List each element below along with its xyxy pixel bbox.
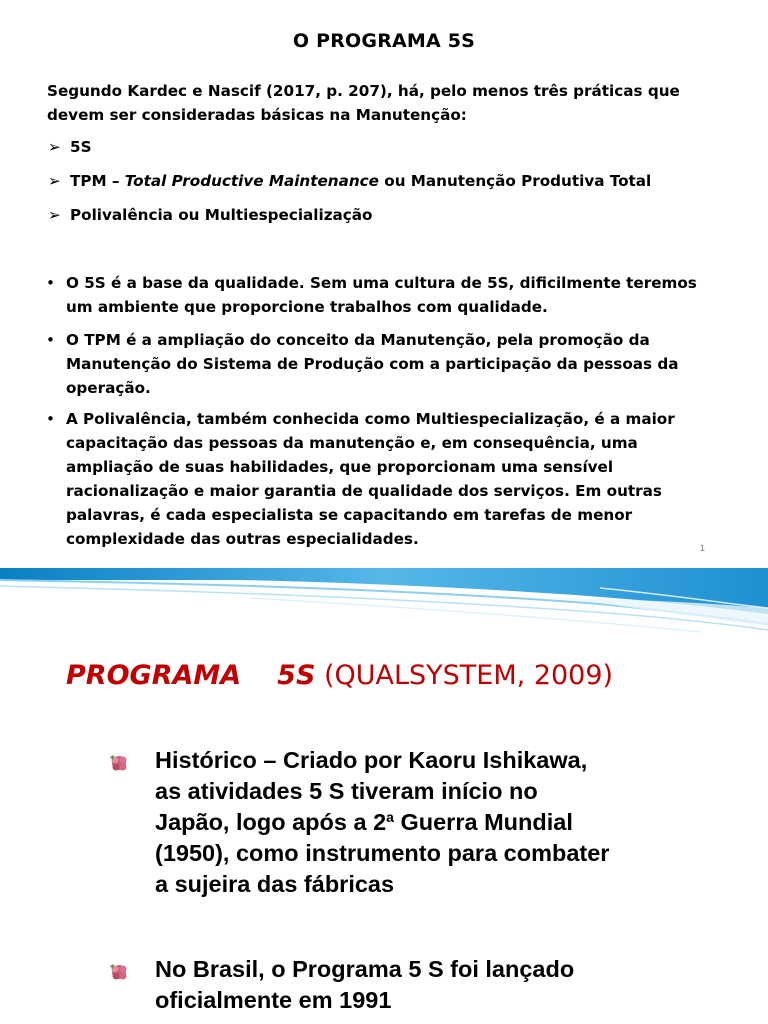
arrow-list-item — [48, 205, 372, 225]
page-number: 1 — [700, 543, 706, 553]
arrow-bullet-icon: ➢ — [48, 138, 61, 156]
item-line — [155, 807, 715, 838]
brasil-item — [155, 954, 715, 1016]
arrow-list-item — [48, 171, 651, 191]
bullet-dot-icon: • — [46, 274, 55, 292]
intro-line: devem ser consideradas básicas na Manutenção: — [47, 106, 467, 124]
bullet-line: A Polivalência, também conhecida como Multiespecialização, é a maior — [66, 410, 675, 428]
ordinal-superscript: a — [386, 809, 394, 825]
list-item-text: ou Manutenção Produtiva Total — [378, 172, 652, 190]
bullet-dot-icon: • — [46, 331, 55, 349]
bullet-line: racionalização e maior garantia de qualidade dos serviços. Em outras — [66, 482, 662, 500]
bullet-line: um ambiente que proporcione trabalhos com qualidade. — [66, 298, 548, 316]
slide-2 — [0, 568, 768, 1024]
bullet-line: operação. — [66, 379, 151, 397]
item-line: No Brasil, o Programa 5 S foi lançado — [155, 956, 575, 982]
bullet-line: Manutenção do Sistema de Produção com a participação da pessoas da — [66, 355, 679, 373]
item-line: oficialmente em 1991 — [155, 987, 392, 1013]
intro-paragraph — [47, 79, 727, 127]
bullet-line: ampliação de suas habilidades, que proporcionam uma sensível — [66, 458, 614, 476]
arrow-bullet-icon: ➢ — [48, 172, 61, 190]
bullet-paragraph — [46, 328, 726, 400]
bullet-line: capacitação das pessoas da manutenção e, em consequência, uma — [66, 434, 638, 452]
bullet-line: palavras, é cada especialista se capacitando em tarefas de menor — [66, 506, 633, 524]
bullet-dot-icon: • — [46, 410, 55, 428]
flower-bullet-icon — [108, 753, 130, 773]
list-item-text: Polivalência ou Multiespecialização — [70, 206, 373, 224]
title-bold-text: 5S — [277, 660, 316, 691]
bullet-paragraph — [46, 271, 726, 319]
flower-bullet-icon — [108, 962, 130, 982]
bullet-line: O 5S é a base da qualidade. Sem uma cultura de 5S, dificilmente teremos — [66, 274, 697, 292]
arrow-list-item — [48, 137, 92, 157]
list-item-italic-text: Total Productive Maintenance — [124, 172, 379, 190]
item-line: Histórico – Criado por Kaoru Ishikawa, — [155, 747, 588, 773]
intro-line: Segundo Kardec e Nascif (2017, p. 207), há, pelo menos três práticas que — [47, 82, 680, 100]
bullet-paragraph — [46, 407, 726, 551]
list-item-text: 5S — [70, 138, 92, 156]
bullet-line: O TPM é a ampliação do conceito da Manutenção, pela promoção da — [66, 331, 650, 349]
item-line: as atividades 5 S tiveram início no — [155, 778, 538, 804]
title-bold-text: PROGRAMA — [66, 660, 242, 691]
item-line-text: Japão, logo após a 2 — [155, 809, 387, 835]
wave-decoration — [0, 568, 768, 638]
item-line: (1950), como instrumento para combater — [155, 840, 610, 866]
slide-2-title — [66, 660, 613, 691]
item-line: a sujeira das fábricas — [155, 871, 395, 897]
list-item-text: TPM – — [70, 172, 125, 190]
bullet-line: complexidade das outras especialidades. — [66, 530, 419, 548]
item-line-text: Guerra Mundial — [393, 809, 573, 835]
page-title: O PROGRAMA 5S — [292, 30, 476, 52]
title-citation: (QUALSYSTEM, 2009) — [315, 660, 614, 691]
arrow-bullet-icon: ➢ — [48, 206, 61, 224]
historico-item — [155, 745, 715, 900]
